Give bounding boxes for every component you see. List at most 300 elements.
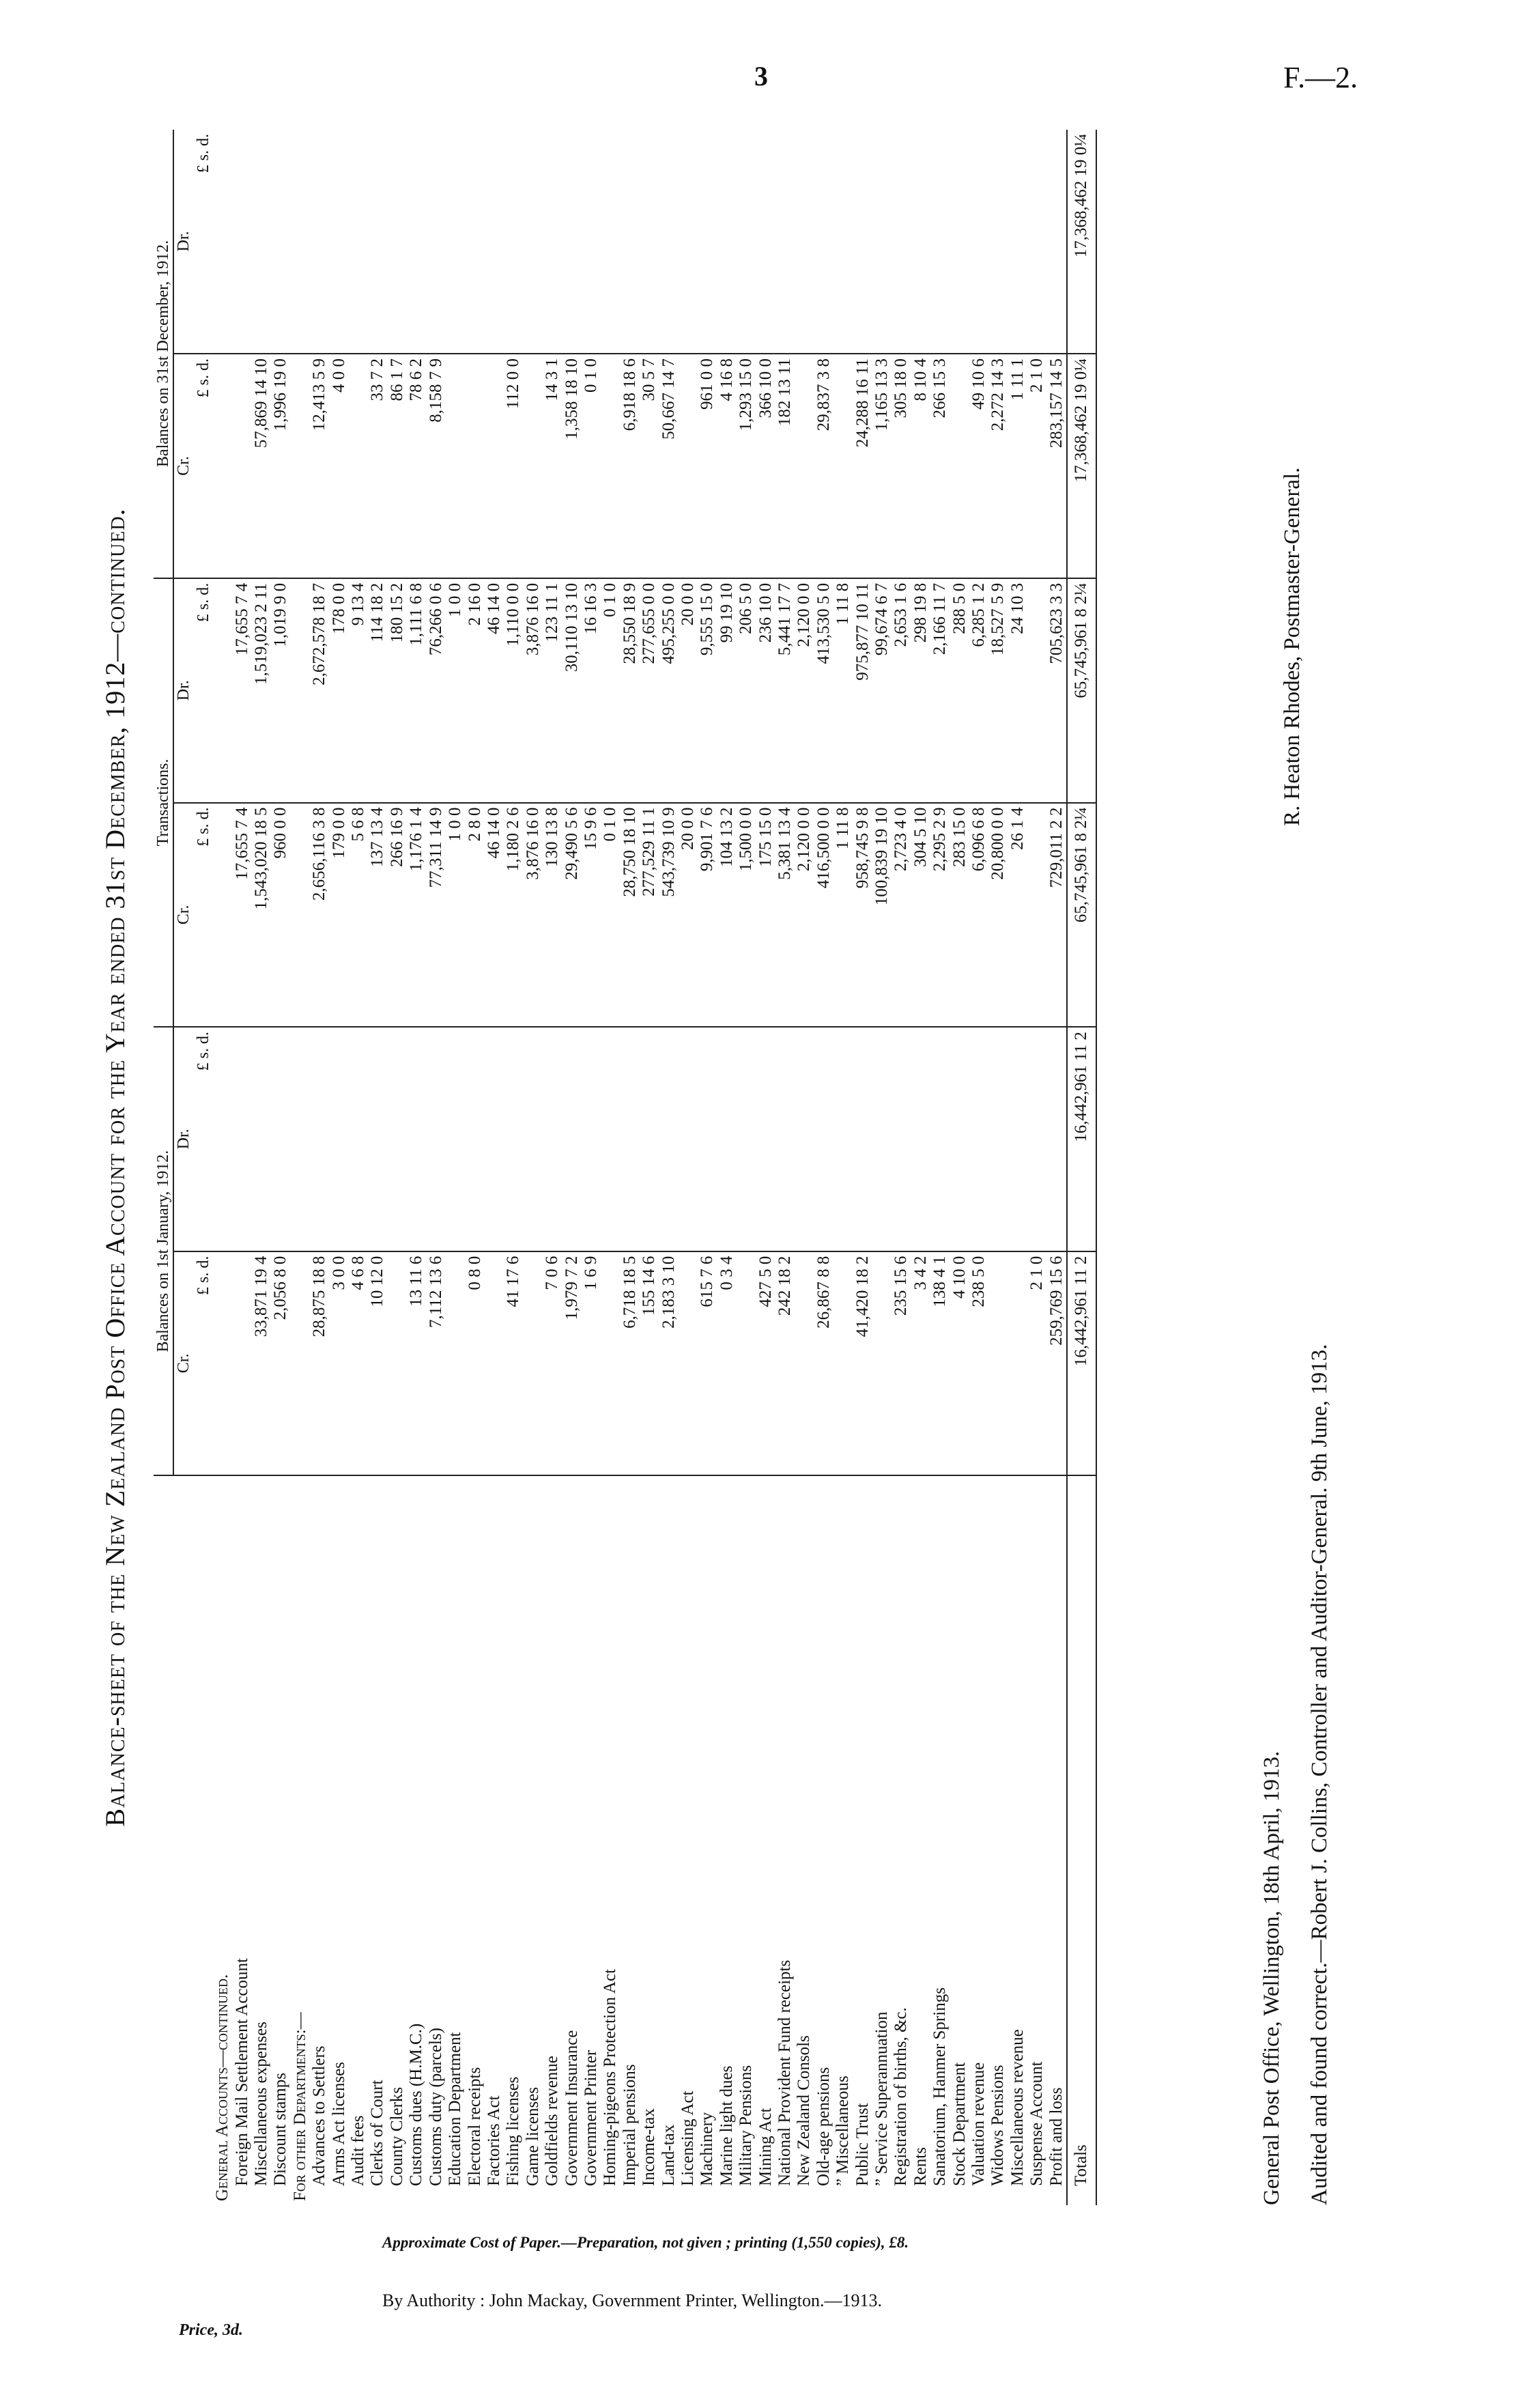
start-cr: 2 1 0: [1027, 1251, 1046, 1475]
totals-trans-dr: 65,745,961 8 2¼: [1067, 578, 1096, 803]
trans-cr: 2,120 0 0: [795, 803, 814, 1028]
account-label: Electoral receipts: [465, 2067, 484, 2186]
start-dr: [252, 1027, 271, 1251]
header-units: £ s. d.: [194, 803, 213, 1028]
start-dr: [775, 1027, 795, 1251]
trans-cr: 104 13 2: [717, 803, 737, 1028]
account-label: Audit fees: [349, 2115, 368, 2186]
account-label: Mining Act: [756, 2108, 775, 2186]
start-cr: 26,867 8 8: [814, 1251, 833, 1475]
trans-dr: [291, 578, 310, 803]
start-cr: 6,718 18 5: [621, 1251, 640, 1475]
trans-cr: 175 15 0: [756, 803, 775, 1028]
account-label: Profit and loss: [1046, 2087, 1066, 2186]
account-label: ” Miscellaneous: [833, 2075, 853, 2186]
authority-line: By Authority : John Mackay, Government Printer, Wellington.—1913.: [382, 2291, 883, 2310]
trans-dr: 18,527 5 9: [988, 578, 1008, 803]
trans-dr: 705,623 3 3: [1047, 578, 1067, 803]
end-dr: [853, 130, 872, 354]
end-dr: [988, 130, 1008, 354]
start-dr: [911, 1027, 930, 1251]
account-row: [892, 130, 911, 2205]
account-row: [368, 130, 387, 2205]
trans-cr: 960 0 0: [271, 803, 290, 1028]
start-cr: 3 0 0: [330, 1251, 349, 1475]
trans-cr: 100,839 19 10: [872, 803, 892, 1028]
trans-cr: 179 0 0: [330, 803, 349, 1028]
header-units: £ s. d.: [194, 578, 213, 803]
start-cr: 7,112 13 6: [427, 1251, 446, 1475]
start-cr: [737, 1251, 756, 1475]
end-cr: 8 10 4: [911, 354, 930, 578]
account-label: Homing-pigeons Protection Act: [601, 1968, 620, 2186]
end-cr: 961 0 0: [698, 354, 717, 578]
start-dr: [1008, 1027, 1027, 1251]
trans-dr: [213, 578, 232, 803]
start-dr: [271, 1027, 290, 1251]
account-label: Old-age pensions: [814, 2067, 833, 2186]
trans-cr: 416,500 0 0: [814, 803, 833, 1028]
rotated-balance-sheet: [99, 130, 1464, 2205]
start-dr: [872, 1027, 892, 1251]
header-transactions: Transactions.: [154, 578, 173, 1027]
totals-row: [1067, 130, 1096, 2205]
account-row: [679, 130, 698, 2205]
account-label: Income-tax: [640, 2108, 659, 2186]
trans-cr: 1,543,020 18 5: [252, 803, 271, 1028]
header-balance-start: Balances on 1st January, 1912.: [154, 1027, 173, 1475]
trans-dr: 298 19 8: [911, 578, 930, 803]
start-cr: [833, 1251, 853, 1475]
start-cr: 155 14 6: [640, 1251, 659, 1475]
end-cr: [466, 354, 485, 578]
account-label: Widows Pensions: [988, 2065, 1008, 2186]
account-row: [795, 130, 814, 2205]
end-cr: 14 3 1: [543, 354, 562, 578]
trans-cr: 729,011 2 2: [1047, 803, 1067, 1028]
trans-dr: 1,019 9 0: [271, 578, 290, 803]
end-cr: 1,293 15 0: [737, 354, 756, 578]
start-cr: [213, 1251, 232, 1475]
start-dr: [291, 1027, 310, 1251]
end-cr: 6,918 18 6: [621, 354, 640, 578]
end-cr: 1,358 18 10: [562, 354, 582, 578]
end-cr: [795, 354, 814, 578]
end-cr: 2 1 0: [1027, 354, 1046, 578]
trans-dr: 288 5 0: [950, 578, 969, 803]
end-dr: [775, 130, 795, 354]
start-cr: 1,979 7 2: [562, 1251, 582, 1475]
end-dr: [1047, 130, 1067, 354]
end-cr: 4 0 0: [330, 354, 349, 578]
trans-dr: 206 5 0: [737, 578, 756, 803]
end-cr: [291, 354, 310, 578]
end-cr: 305 18 0: [892, 354, 911, 578]
trans-cr: 0 1 0: [601, 803, 620, 1028]
start-cr: 10 12 0: [368, 1251, 387, 1475]
account-row: [1027, 130, 1046, 2205]
end-dr: [543, 130, 562, 354]
start-cr: 0 8 0: [466, 1251, 485, 1475]
start-dr: [524, 1027, 543, 1251]
account-label: Sanatorium, Hanmer Springs: [930, 1987, 950, 2186]
account-label: Education Department: [446, 2032, 465, 2186]
trans-cr: 2,656,116 3 8: [310, 803, 329, 1028]
start-cr: [601, 1251, 620, 1475]
start-dr: [640, 1027, 659, 1251]
trans-cr: 2,295 2 9: [930, 803, 950, 1028]
start-cr: 238 5 0: [969, 1251, 988, 1475]
end-dr: [271, 130, 290, 354]
account-label: Valuation revenue: [969, 2062, 988, 2186]
end-cr: 30 5 7: [640, 354, 659, 578]
account-label: Registration of births, &c.: [892, 2007, 911, 2186]
start-dr: [330, 1027, 349, 1251]
end-dr: [601, 130, 620, 354]
end-dr: [504, 130, 523, 354]
account-label: Licensing Act: [678, 2091, 697, 2186]
account-label: County Clerks: [387, 2086, 406, 2186]
end-cr: [679, 354, 698, 578]
start-cr: 13 11 6: [407, 1251, 426, 1475]
account-label: Factories Act: [484, 2095, 503, 2186]
end-cr: 33 7 2: [368, 354, 387, 578]
account-row: [252, 130, 271, 2205]
account-row: [814, 130, 833, 2205]
account-label: Government Printer: [581, 2050, 600, 2186]
trans-cr: 277,529 11 1: [640, 803, 659, 1028]
totals-trans-cr: 65,745,961 8 2¼: [1067, 803, 1096, 1028]
trans-dr: 46 14 0: [485, 578, 504, 803]
start-cr: [388, 1251, 407, 1475]
start-dr: [504, 1027, 523, 1251]
end-dr: [833, 130, 853, 354]
end-dr: [407, 130, 426, 354]
end-dr: [679, 130, 698, 354]
trans-dr: 2,672,578 18 7: [310, 578, 329, 803]
trans-dr: 1 0 0: [446, 578, 465, 803]
end-cr: 182 13 11: [775, 354, 795, 578]
account-label: National Provident Fund receipts: [775, 1959, 794, 2186]
account-row: [562, 130, 582, 2205]
section-heading-row: [213, 130, 232, 2205]
start-dr: [1047, 1027, 1067, 1251]
end-dr: [524, 130, 543, 354]
account-label: General Accounts—continued.: [213, 1974, 232, 2201]
account-row: [756, 130, 775, 2205]
trans-dr: 2,653 1 6: [892, 578, 911, 803]
end-dr: [349, 130, 368, 354]
account-row: [466, 130, 485, 2205]
end-cr: 366 10 0: [756, 354, 775, 578]
account-row: [1008, 130, 1027, 2205]
trans-dr: 178 0 0: [330, 578, 349, 803]
end-cr: 78 6 2: [407, 354, 426, 578]
start-cr: 2,183 3 10: [659, 1251, 679, 1475]
end-cr: 1,165 13 3: [872, 354, 892, 578]
header-units: £ s. d.: [194, 130, 213, 354]
audit-statement: Audited and found correct.—Robert J. Collins, Controller and Auditor-General. 9th June, 1913.: [1307, 1344, 1332, 2205]
account-row: [698, 130, 717, 2205]
start-dr: [659, 1027, 679, 1251]
account-row: [407, 130, 426, 2205]
account-label: Arms Act licenses: [329, 2062, 348, 2186]
account-row: [1047, 130, 1067, 2205]
start-dr: [310, 1027, 329, 1251]
start-dr: [466, 1027, 485, 1251]
end-dr: [659, 130, 679, 354]
end-dr: [368, 130, 387, 354]
end-cr: 49 10 6: [969, 354, 988, 578]
trans-dr: 76,266 0 6: [427, 578, 446, 803]
totals-start-dr: 16,442,961 11 2: [1067, 1027, 1096, 1251]
start-dr: [814, 1027, 833, 1251]
trans-dr: 236 10 0: [756, 578, 775, 803]
end-dr: [485, 130, 504, 354]
trans-dr: 2,120 0 0: [795, 578, 814, 803]
account-label: Discount stamps: [271, 2073, 290, 2186]
account-label: Military Pensions: [737, 2065, 756, 2186]
balance-table: [154, 130, 1097, 2205]
trans-cr: 1 0 0: [446, 803, 465, 1028]
end-dr: [330, 130, 349, 354]
end-dr: [1027, 130, 1046, 354]
start-dr: [1027, 1027, 1046, 1251]
account-label: Customs dues (H.M.C.): [407, 2023, 426, 2186]
trans-cr: 1,500 0 0: [737, 803, 756, 1028]
sheet-title: Balance-sheet of the New Zealand Post Office Account for the Year ended 31st December, 1912—continued.: [100, 508, 130, 1827]
trans-dr: 24 10 3: [1008, 578, 1027, 803]
start-dr: [930, 1027, 950, 1251]
account-row: [349, 130, 368, 2205]
end-dr: [911, 130, 930, 354]
trans-dr: 1,110 0 0: [504, 578, 523, 803]
trans-dr: 16 16 3: [582, 578, 601, 803]
end-dr: [1008, 130, 1027, 354]
trans-cr: 9,901 7 6: [698, 803, 717, 1028]
end-cr: [213, 354, 232, 578]
trans-cr: 958,745 9 8: [853, 803, 872, 1028]
start-dr: [969, 1027, 988, 1251]
end-dr: [310, 130, 329, 354]
start-cr: 2,056 8 0: [271, 1251, 290, 1475]
header-dr: Dr.: [173, 578, 193, 803]
account-label: For other Departments:—: [290, 2012, 309, 2201]
trans-dr: 3,876 16 0: [524, 578, 543, 803]
account-label: Advances to Settlers: [310, 2045, 329, 2186]
start-cr: 41,420 18 2: [853, 1251, 872, 1475]
account-label: Miscellaneous expenses: [252, 2022, 271, 2186]
account-label: Suspense Account: [1027, 2061, 1046, 2186]
trans-cr: 29,490 5 6: [562, 803, 582, 1028]
trans-cr: 2 8 0: [466, 803, 485, 1028]
end-dr: [446, 130, 465, 354]
start-cr: [795, 1251, 814, 1475]
end-cr: 266 15 3: [930, 354, 950, 578]
price: Price, 3d.: [179, 2321, 243, 2339]
account-row: [271, 130, 290, 2205]
trans-cr: 1,180 2 6: [504, 803, 523, 1028]
trans-cr: [291, 803, 310, 1028]
end-dr: [950, 130, 969, 354]
end-dr: [466, 130, 485, 354]
end-cr: 4 16 8: [717, 354, 737, 578]
end-dr: [213, 130, 232, 354]
end-dr: [930, 130, 950, 354]
account-label: Fishing licenses: [504, 2076, 523, 2186]
end-dr: [427, 130, 446, 354]
start-cr: 0 3 4: [717, 1251, 737, 1475]
start-cr: [291, 1251, 310, 1475]
account-row: [833, 130, 853, 2205]
trans-dr: 28,550 18 9: [621, 578, 640, 803]
start-dr: [407, 1027, 426, 1251]
end-cr: 29,837 3 8: [814, 354, 833, 578]
trans-dr: 1 11 8: [833, 578, 853, 803]
account-row: [446, 130, 465, 2205]
start-dr: [601, 1027, 620, 1251]
trans-dr: 5,441 17 7: [775, 578, 795, 803]
file-number: F.—2.: [1283, 61, 1358, 94]
start-cr: [446, 1251, 465, 1475]
end-dr: [795, 130, 814, 354]
start-dr: [950, 1027, 969, 1251]
account-row: [911, 130, 930, 2205]
trans-dr: 20 0 0: [679, 578, 698, 803]
end-cr: 50,667 14 7: [659, 354, 679, 578]
end-cr: [446, 354, 465, 578]
trans-cr: 26 1 4: [1008, 803, 1027, 1028]
trans-dr: 99,674 6 7: [872, 578, 892, 803]
start-cr: [485, 1251, 504, 1475]
start-cr: 4 6 8: [349, 1251, 368, 1475]
account-row: [988, 130, 1008, 2205]
end-dr: [872, 130, 892, 354]
trans-cr: 5 6 8: [349, 803, 368, 1028]
trans-dr: 495,255 0 0: [659, 578, 679, 803]
account-label: Government Insurance: [562, 2030, 581, 2186]
account-label: Stock Department: [950, 2062, 969, 2186]
account-row: [640, 130, 659, 2205]
table-body: [213, 130, 1067, 2205]
account-label: Clerks of Court: [368, 2080, 387, 2186]
end-dr: [582, 130, 601, 354]
end-cr: [485, 354, 504, 578]
trans-dr: 413,530 5 0: [814, 578, 833, 803]
start-dr: [679, 1027, 698, 1251]
trans-dr: [1027, 578, 1046, 803]
trans-dr: 30,110 13 10: [562, 578, 582, 803]
end-cr: [601, 354, 620, 578]
end-dr: [233, 130, 252, 354]
start-dr: [621, 1027, 640, 1251]
trans-dr: 99 19 10: [717, 578, 737, 803]
account-row: [969, 130, 988, 2205]
start-dr: [562, 1027, 582, 1251]
trans-dr: 6,285 1 2: [969, 578, 988, 803]
header-units: £ s. d.: [194, 1251, 213, 1475]
end-dr: [562, 130, 582, 354]
start-cr: 138 4 1: [930, 1251, 950, 1475]
trans-cr: 15 9 6: [582, 803, 601, 1028]
trans-cr: 28,750 18 10: [621, 803, 640, 1028]
trans-cr: 46 14 0: [485, 803, 504, 1028]
trans-dr: 1,519,023 2 11: [252, 578, 271, 803]
trans-dr: 9,555 15 0: [698, 578, 717, 803]
start-dr: [485, 1027, 504, 1251]
trans-cr: 77,311 14 9: [427, 803, 446, 1028]
end-dr: [737, 130, 756, 354]
postmaster-signature: R. Heaton Rhodes, Postmaster-General.: [1280, 467, 1304, 826]
office-date: General Post Office, Wellington, 18th April, 1913.: [1259, 1751, 1284, 2205]
trans-cr: 3,876 16 0: [524, 803, 543, 1028]
start-cr: 1 6 9: [582, 1251, 601, 1475]
start-cr: 427 5 0: [756, 1251, 775, 1475]
start-cr: 41 17 6: [504, 1251, 523, 1475]
section-heading-row: [291, 130, 310, 2205]
start-cr: [233, 1251, 252, 1475]
account-row: [853, 130, 872, 2205]
account-label: Imperial pensions: [620, 2064, 639, 2186]
account-label: Public Trust: [853, 2103, 872, 2186]
end-cr: 57,869 14 10: [252, 354, 271, 578]
start-dr: [795, 1027, 814, 1251]
account-row: [930, 130, 950, 2205]
account-row: [388, 130, 407, 2205]
trans-cr: 137 13 4: [368, 803, 387, 1028]
account-row: [310, 130, 329, 2205]
trans-dr: 975,877 10 11: [853, 578, 872, 803]
end-dr: [814, 130, 833, 354]
header-cr: Cr.: [173, 1251, 193, 1475]
end-cr: 0 1 0: [582, 354, 601, 578]
start-dr: [368, 1027, 387, 1251]
trans-dr: 1,111 6 8: [407, 578, 426, 803]
totals-start-cr: 16,442,961 11 2: [1067, 1251, 1096, 1475]
end-dr: [252, 130, 271, 354]
end-cr: 86 1 7: [388, 354, 407, 578]
trans-cr: 543,739 10 9: [659, 803, 679, 1028]
end-dr: [291, 130, 310, 354]
end-dr: [892, 130, 911, 354]
trans-cr: 1 11 8: [833, 803, 853, 1028]
start-cr: [1008, 1251, 1027, 1475]
account-label: Game licenses: [523, 2086, 542, 2186]
trans-dr: 2,166 11 7: [930, 578, 950, 803]
trans-dr: 123 11 1: [543, 578, 562, 803]
trans-cr: 20,800 0 0: [988, 803, 1008, 1028]
account-row: [524, 130, 543, 2205]
account-row: [543, 130, 562, 2205]
account-label: Rents: [911, 2147, 930, 2186]
label-column-header: [154, 1475, 213, 2205]
account-label: Machinery: [698, 2112, 717, 2186]
trans-cr: 304 5 10: [911, 803, 930, 1028]
start-cr: [524, 1251, 543, 1475]
account-row: [427, 130, 446, 2205]
start-cr: [988, 1251, 1008, 1475]
end-cr: 1 11 1: [1008, 354, 1027, 578]
account-label: Foreign Mail Settlement Account: [232, 1958, 251, 2186]
trans-dr: 9 13 4: [349, 578, 368, 803]
account-label: Miscellaneous revenue: [1008, 2029, 1027, 2186]
end-cr: [524, 354, 543, 578]
end-cr: 2,272 14 3: [988, 354, 1008, 578]
account-label: Goldfields revenue: [543, 2056, 562, 2186]
end-dr: [717, 130, 737, 354]
header-dr: Dr.: [173, 1027, 193, 1251]
trans-cr: 266 16 9: [388, 803, 407, 1028]
